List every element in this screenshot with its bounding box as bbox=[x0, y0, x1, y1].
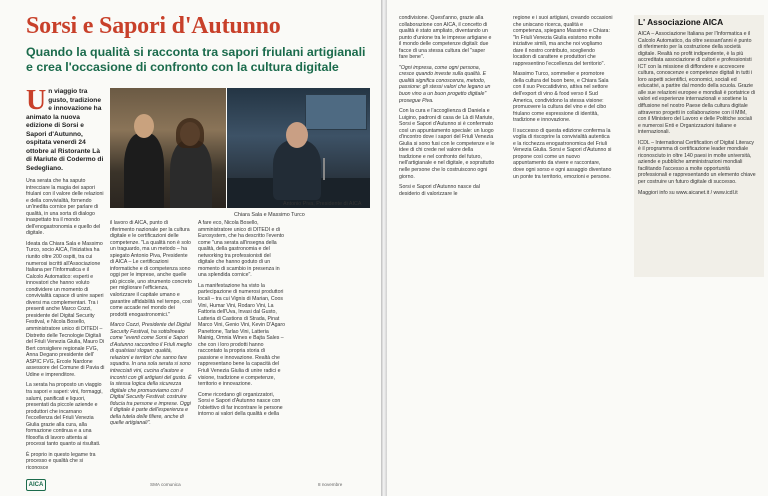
body-paragraph: Massimo Turco, sommelier e promotore della cultura del buon bere, e Chiara Sala con il suo Peccatidivino, attiva nel settore dell'export di vino & food verso il Sud America, condividono la stessa visione: promuovere la cultura del vino e del cibo friulano come espressione di identità, tradizione e innovazione. bbox=[513, 71, 609, 124]
right-column-2 bbox=[513, 15, 613, 475]
drop-cap: U bbox=[26, 88, 47, 116]
left-column-3 bbox=[198, 220, 286, 476]
photo-antonio-piva bbox=[227, 88, 370, 208]
body-paragraph: il lavoro di AICA, punto di riferimento nazionale per la cultura digitale e le certificazioni delle competenze. "La qualità non è solo un traguardo, ma un metodo – ha spiegato Antonio Piva, Presidente di AICA – Le certificazioni informatiche e di competenza sono oggi per le imprese, anche quelle più piccole, uno strumento concreto per migliorare l'efficienza, valorizzare il capitale umano e garantire affidabilità nel tempo, così come accade nel mondo dei prodotti enogastronomici." bbox=[110, 220, 192, 318]
photo-screen bbox=[305, 94, 367, 130]
body-paragraph: condivisione. Quest'anno, grazie alla collaborazione con AICA, il concetto di qualità è stato ampliato, diventando un punto d'unione tra le imprese artigiane e il mondo delle competenze digitali: due facce di una stessa cultura del "saper fare bene". bbox=[399, 15, 492, 61]
body-paragraph: La serata ha proposto un viaggio tra sapori e saperi: vini, formaggi, salumi, panificati e liquori, presentati da piccole aziende e produttori che incarnano l'eccellenza del Friuli Venezia Giulia grazie alla cura, alla formazione continua e a una filosofia di lavoro attenta ai processi tanto quanto ai risultati. bbox=[26, 382, 103, 448]
body-paragraph: Come ricordano gli organizzatori, Sorsi e Sapori d'Autunno nasce con l'obiettivo di far incontrare le persone intorno ai valori della qualità e della bbox=[198, 391, 283, 418]
article-headline: Sorsi e Sapori d'Autunno bbox=[26, 13, 281, 39]
left-column-2 bbox=[110, 220, 192, 476]
body-paragraph: La manifestazione ha visto la partecipazione di numerosi produttori locali – tra cui Vignis di Marian, Coos Vini, Humar Vini, Rodaro Vini, La Fattoria dell'Uva, Invasi dal Gusto, Latteria di Castions di Strada, Pinat Marco Vini, Genio Vini, Kevin D'Agaro Panettone, Tarlao Vini, Latteria Mainig, Omnia Wines e Bajta Sales – che con i loro prodotti hanno raccontato la propria storia di passione e innovazione. Realtà che rappresentano bene la capacità del Friuli Venezia Giulia di unire radici e visione, tradizione e competenze, territorio e innovazione. bbox=[198, 282, 286, 388]
lead-paragraph bbox=[26, 88, 106, 173]
photo-chiara-massimo bbox=[110, 88, 226, 208]
body-paragraph: Marco Cozzi, Presidente del Digital Security Festival, ha sottolineato come "eventi come Sorsi e Sapori d'Autunno raccontino il Friuli meglio di qualsiasi slogan: qualità, relazioni e territori che sanno fare squadra. In una sola serata si sono intrecciati vini, cucina d'autore e incontri con gli artigiani del gusto. È la stessa logica della sicurezza digitale che promuoviamo con il Digital Security Festival: costruire fiducia tra persone e imprese. Oggi il digitale è parte dell'esperienza e della tutela delle filiere, anche di quelle artigianali". bbox=[110, 322, 192, 427]
left-column-1 bbox=[26, 88, 106, 474]
sidebar-body bbox=[638, 31, 756, 275]
photo-caption-right: Antonio Piva, Presidente di AICA bbox=[283, 201, 362, 207]
body-paragraph: Ideata da Chiara Sala e Massimo Turco, socio AICA, l'iniziativa ha riunito oltre 200 ospiti, tra cui numerosi iscritti all'Associazione Italiana per l'Informatica e il Calcolo Automatico: esperti e innovatori che hanno voluto condividere un momento di convivialità capace di unire saperi diversi ma complementari. Tra i presenti anche Marco Cozzi, presidente del Digital Security Festival, e Nicola Bosello, amministratore unico di DITEDI – Distretto delle Tecnologie Digitali del Friuli Venezia Giulia, Mauro Di Bert consigliere regionale FVG, Anna Degano presidente dell' ASPIC FVG, Ercole Nardone assessore del Comune di Pavia di Udine e imprenditore. bbox=[26, 240, 105, 378]
lead-text: n viaggio tra gusto, tradizione e innovazione ha animato la nuova edizione di Sorsi e Sapori d'Autunno, ospitata venerdì 24 ottobre al Ristorante Là di Mariute di Codermo di Sedegliano. bbox=[26, 88, 104, 172]
article-subhead: Quando la qualità si racconta tra sapori friulani artigianali e crea l'occasione di confronto con la cultura digitale bbox=[26, 45, 366, 74]
magazine-logo: AICA bbox=[26, 479, 46, 491]
photo-figure bbox=[124, 133, 164, 208]
footer-date: 8 novembre bbox=[318, 482, 343, 487]
photo-head bbox=[134, 114, 154, 138]
body-paragraph: È proprio in questo legame tra processo e qualità che si riconosce bbox=[26, 451, 96, 471]
photo-head bbox=[286, 122, 308, 148]
body-paragraph: "Ogni impresa, come ogni persona, cresce quando investe sulla qualità. E qualità significa conoscenza, metodo, passione: gli stessi valori che legano un buon vino a un buon progetto digitale" prosegue Piva. bbox=[399, 64, 491, 104]
body-paragraph: regione e i suoi artigiani, creando occasioni che uniscano ricerca, qualità e competenza, spiegano Massimo e Chiara: "In Friuli Venezia Giulia esistono molte iniziative simili, ma anche noi vogliamo dare il nostro contributo, scegliendo location di carattere e produttori che rappresentino l'eccellenza del territorio". bbox=[513, 15, 613, 67]
photo-microphone bbox=[323, 158, 325, 180]
photo-figure bbox=[273, 140, 321, 200]
photo-figure bbox=[170, 140, 212, 208]
photo-caption-left: Chiara Sala e Massimo Turco bbox=[234, 212, 305, 218]
body-paragraph: Sorsi e Sapori d'Autunno nasce dal desiderio di valorizzare le bbox=[399, 184, 480, 197]
sidebar-paragraph: Maggiori info su www.aicanet.it / www.icdl.it bbox=[638, 189, 738, 196]
body-paragraph: Il successo di questa edizione conferma la voglia di riscoprire la convivialità autentica e la ricchezza enogastronomica del Friuli Venezia Giulia. Sorsi e Sapori d'Autunno si propone così come un nuovo appuntamento da vivere e raccontare, dove ogni sorso e ogni assaggio diventano un ponte tra territorio, emozioni e persone. bbox=[513, 127, 612, 180]
sidebar-title: L' Associazione AICA bbox=[638, 17, 724, 27]
sidebar-paragraph: AICA – Associazione Italiana per l'Informatica e il Calcolo Automatico, da oltre sessant'anni è punto di riferimento per la costruzione della società digitale. Realtà no profit indipendente, è la più accreditata associazione di cultori e professionisti ICT con la missione di diffondere e accrescere cultura, conoscenze e competenze digitali in tutti i loro aspetti scientifici, economici, sociali ed educativi, a partire dal mondo della scuola. Grazie alle sue relazioni europee e mondiali è portatrice di valori ed esperienze internazionali e sostiene la diffusione nel nostro Paese della cultura digitale attraverso progetti in collaborazione con il MIM, con il Ministero del Lavoro e delle Politiche sociali e numerosi Enti e Organizzazioni italiane e internazionali. bbox=[638, 31, 756, 136]
body-paragraph: Con la cura e l'accoglienza di Daniela e Luigino, padroni di casa de Là di Mariute, Sorsi e Sapori d'Autunno si è confermato così un appuntamento speciale: un luogo d'incontro dove i sapori del Friuli Venezia Giulia si sono fusi con le competenze e le idee di chi crede nel valore della tradizione e nel confronto del futuro, nell'artigianale e nel digitale, e soprattutto nelle persone che lo costruiscono ogni giorno. bbox=[399, 108, 495, 180]
left-page bbox=[0, 0, 381, 496]
photo-hair bbox=[176, 118, 204, 148]
aica-sidebar bbox=[634, 15, 764, 277]
sidebar-paragraph: ICDL – International Certification of Digital Literacy è il programma di certificazione leader mondiale riconosciuto in oltre 140 paesi in molte università, aziende e pubbliche amministrazioni mondiali facilitando l'accesso a molte opportunità professionali e rappresentando un elemento chiave per costruire un futuro digitale di successo. bbox=[638, 139, 756, 186]
body-paragraph: A fare eco, Nicola Bosello, amministratore unico di DITEDI e di Eurosystem, che ha descritto l'evento come "una serata all'insegna della qualità, della gastronomia e del networking tra professionisti del digitale che hanno goduto di un momento di scambio in presenza in una splendida cornice". bbox=[198, 220, 285, 279]
right-column-1 bbox=[399, 15, 495, 475]
footer-publication: SMA comunica bbox=[150, 482, 181, 487]
body-paragraph: Una serata che ha saputo intrecciare la magia dei sapori friulani con il valore delle relazioni e della convivialità, fornendo un'inedita cornice per parlare di qualità, in una sorta di dialogo inaspettato tra il mondo dell'enogastronomia e quello del digitale. bbox=[26, 178, 104, 237]
